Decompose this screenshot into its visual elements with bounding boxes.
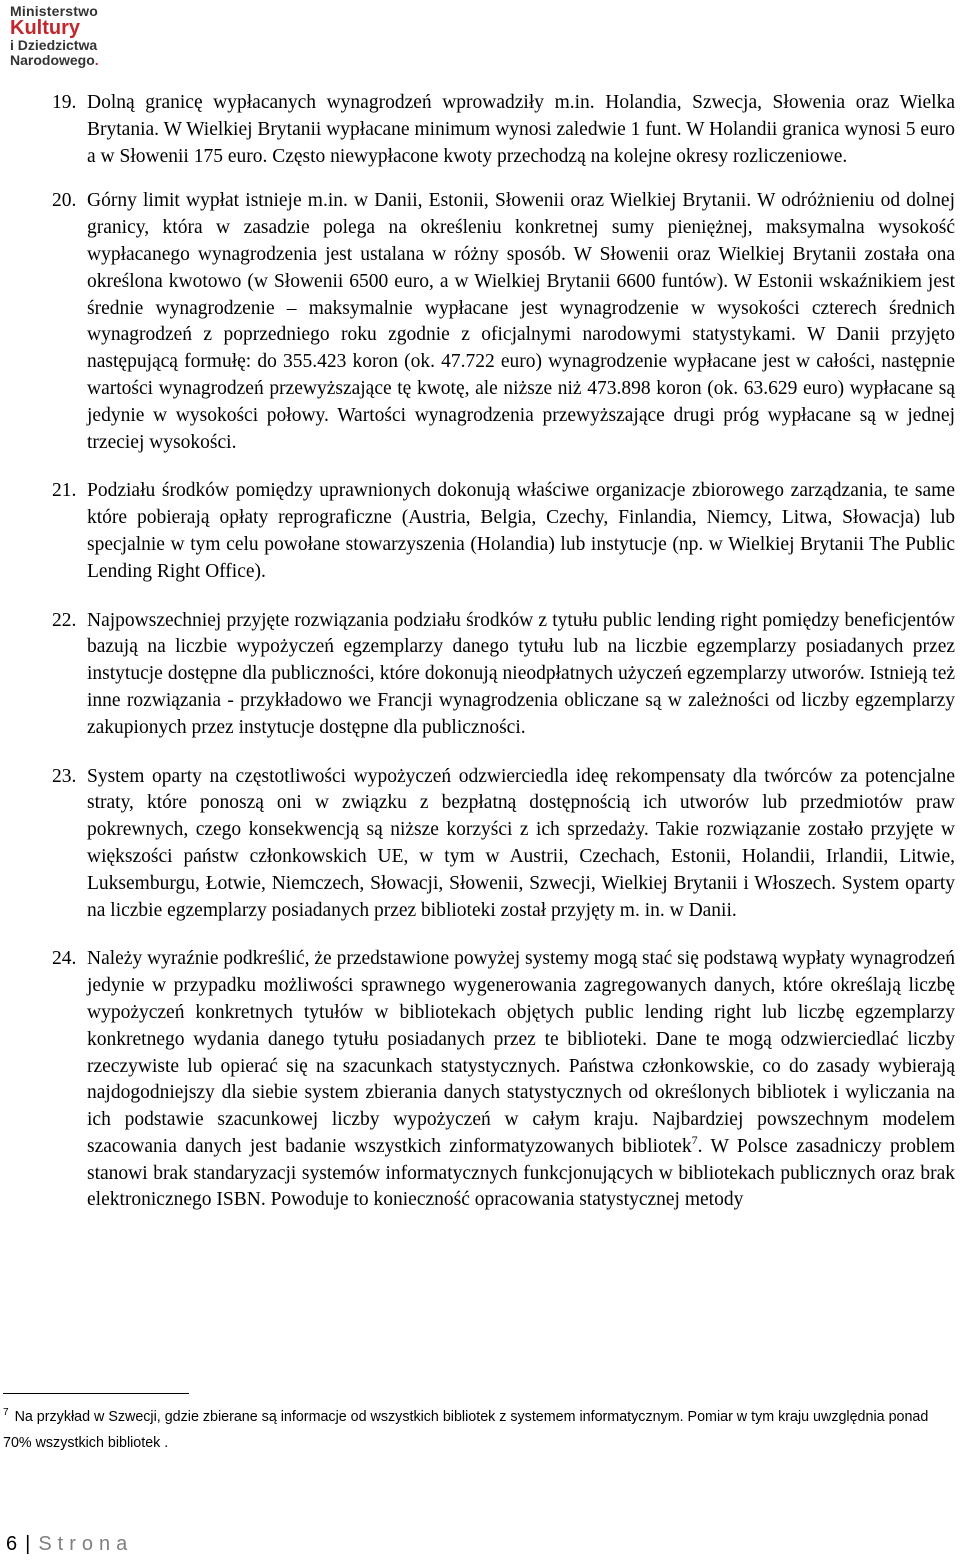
spacer: [52, 456, 955, 478]
paragraph-number: 24.: [52, 948, 77, 970]
paragraph-20: [52, 188, 955, 456]
ministry-logo: [10, 4, 114, 66]
document-body: [52, 90, 955, 1214]
paragraph-text: System oparty na częstotliwości wypożyczeń odzwierciedla ideę rekompensaty dla twórców za potencjalne straty, które ponoszą oni w związku z bezpłatną dostępnością ich utworów lub przedmiotów praw pokrewnych, czego konsekwencją są niższe korzyści z ich sprzedaży. Takie rozwiązanie zostało przyjęte w większości państw członkowskich UE, w tym w Austrii, Czechach, Estonii, Holandii, Irlandii, Litwie, Luksemburgu, Łotwie, Niemczech, Słowacji, Słowenii, Szwecji, Wielkiej Brytanii i Włoszech. System oparty na liczbie egzemplarzy posiadanych przez biblioteki został przyjęty m. in. w Danii.: [87, 765, 955, 921]
footnote: [3, 1404, 955, 1456]
paragraph-number: 22.: [52, 609, 77, 631]
paragraph-text-continued: . W Polsce zasadniczy problem stanowi brak standaryzacji systemów informatycznych funkcjonujących w bibliotekach publicznych oraz brak elektronicznego ISBN. Powoduje to konieczność opracowania statystycznej metody: [87, 1135, 955, 1211]
footer-separator: |: [25, 1533, 31, 1555]
paragraph-21: [52, 478, 955, 585]
paragraph-text: Najpowszechniej przyjęte rozwiązania podziału środków z tytułu public lending right pomiędzy beneficjentów bazują na liczbie wypożyczeń egzemplarzy danego tytułu lub na liczbie egzemplarzy posiadanych przez instytucje dostępne dla publiczności, które dokonują nieodpłatnych użyczeń egzemplarzy utworów. Istnieją też inne rozwiązania - przykładowo we Francji wynagrodzenia obliczane są w zależności od liczby egzemplarzy zakupionych przez instytucje dostępne dla publiczności.: [87, 609, 955, 738]
footnote-marker: 7: [3, 1407, 9, 1418]
paragraph-22: [52, 608, 955, 742]
paragraph-text: Górny limit wypłat istnieje m.in. w Danii, Estonii, Słowenii oraz Wielkiej Brytanii. W odróżnieniu od dolnej granicy, która w zasadzie polega na określeniu konkretnej sumy pieniężnej, maksymalna wysokość wypłacanego wynagrodzenia jest ustalana w różny sposób. W Słowenii oraz Wielkiej Brytanii została ona określona kwotowo (w Słowenii 6500 euro, a w Wielkiej Brytanii 6600 funtów). W Estonii wskaźnikiem jest średnie wynagrodzenie – maksymalnie wypłacane jest wynagrodzenie w wysokości czterech średnich wynagrodzeń z poprzedniego roku zgodnie z oficjalnymi narodowymi statystykami. W Danii przyjęto następującą formułę: do 355.423 koron (ok. 47.722 euro) wynagrodzenie wypłacane jest w całości, następnie wartości wynagrodzeń przewyższające tę kwotę, ale niższe niż 473.898 koron (ok. 63.629 euro) wypłacane są jedynie w wysokości połowy. Wartości wynagrodzenia przewyższające drugi próg wypłacane są w jednej trzeciej wysokości.: [87, 190, 955, 453]
logo-line-3: i Dziedzictwa: [10, 37, 98, 53]
paragraph-19: [52, 90, 955, 170]
paragraph-24: [52, 946, 955, 1214]
logo-line-1: Ministerstwo: [10, 3, 98, 19]
paragraph-text: Należy wyraźnie podkreślić, że przedstawione powyżej systemy mogą stać się podstawą wypłaty wynagrodzeń jedynie w przypadku możliwości sprawnego wygenerowania zagregowanych danych, które określają liczbę wypożyczeń konkretnych tytułów w bibliotekach objętych public lending right lub liczbę egzemplarzy konkretnego wydania danego tytułu posiadanych przez te biblioteki. Dane te mogą odzwierciedlać liczby rzeczywiste lub opierać się na szacunkach statystycznych. Państwa członkowskie, co do zasady wybierają najdogodniejszy dla siebie system zbierania danych statystycznych od określonych bibliotek i wyliczania na ich podstawie szacunkowej liczby wypożyczeń w całym kraju. Najbardziej powszechnym modelem szacowania danych jest badanie wszystkich zinformatyzowanych bibliotek: [87, 948, 955, 1157]
page-footer: [6, 1532, 133, 1556]
paragraph-number: 21.: [52, 480, 77, 502]
page-number: 6: [6, 1533, 18, 1555]
spacer: [52, 924, 955, 946]
spacer: [52, 586, 955, 608]
logo-line-2: Kultury: [10, 17, 80, 39]
paragraph-text: Podziału środków pomiędzy uprawnionych dokonują właściwe organizacje zbiorowego zarządzania, te same które pobierają opłaty reprograficzne (Austria, Belgia, Czechy, Finlandia, Niemcy, Litwa, Słowacja) lub specjalnie w tym celu powołane stowarzyszenia (Holandia) lub instytucje (np. w Wielkiej Brytanii The Public Lending Right Office).: [87, 480, 955, 582]
footnote-reference[interactable]: 7: [691, 1132, 698, 1147]
spacer: [52, 170, 955, 188]
logo-line-4: [10, 53, 114, 67]
paragraph-text: Dolną granicę wypłacanych wynagrodzeń wprowadziły m.in. Holandia, Szwecja, Słowenia oraz Wielka Brytania. W Wielkiej Brytanii wypłacane minimum wynosi zaledwie 1 funt. W Holandii granica wynosi 5 euro a w Słowenii 175 euro. Często niewypłacone kwoty przechodzą na kolejne okresy rozliczeniowe.: [87, 92, 955, 167]
footnote-separator: [3, 1393, 189, 1394]
paragraph-number: 19.: [52, 92, 77, 113]
logo-dot: .: [94, 52, 99, 68]
paragraph-number: 23.: [52, 765, 77, 787]
logo-line-4-text: Narodowego: [10, 52, 95, 68]
paragraph-23: [52, 764, 955, 925]
footer-label: Strona: [38, 1533, 134, 1555]
footnote-text: Na przykład w Szwecji, gdzie zbierane są informacje od wszystkich bibliotek z systemem informatycznym. Pomiar w tym kraju uwzględnia ponad 70% wszystkich bibliotek .: [3, 1409, 929, 1451]
paragraph-number: 20.: [52, 190, 77, 212]
spacer: [52, 742, 955, 764]
